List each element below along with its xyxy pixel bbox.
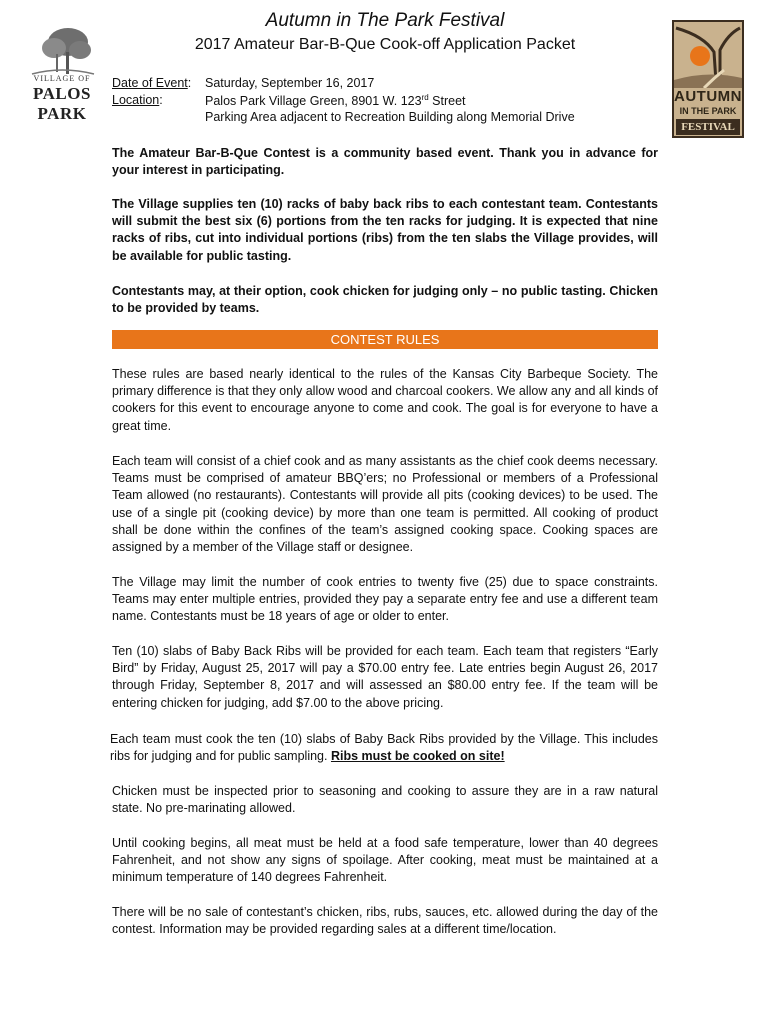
document-title: Autumn in The Park Festival: [265, 10, 505, 31]
village-of-text: VILLAGE OF: [33, 74, 91, 83]
date-value: Saturday, September 16, 2017: [205, 76, 375, 90]
rule-paragraph-8: There will be no sale of contestant’s chicken, ribs, rubs, sauces, etc. allowed during the day of the contest. Information may be provided regarding sales at a different time/location.: [112, 905, 658, 937]
document-subtitle: 2017 Amateur Bar-B-Que Cook-off Application Packet: [194, 36, 576, 53]
location-value: Palos Park Village Green, 8901 W. 123rd Street: [205, 93, 466, 109]
rule-paragraph-3: The Village may limit the number of cook entries to twenty five (25) due to space constraints. Teams may enter multiple entries, provided they pay a separate entry fee and use a different team name. Contestants must be 18 years of age or older to enter.: [112, 575, 658, 624]
festival-logo: [672, 20, 744, 138]
rule-paragraph-2: Each team will consist of a chief cook and as many assistants as the chief cook deems necessary. Teams must be comprised of amateur BBQ’ers; no Professional or members of a Professional Team allowed (no restaurants). Contestants will provide all pits (cooking devices) to be used. The use of a single pit (cooking device) by more than one team is permitted. All cooking of product shall be done within the confines of the team’s assigned cooking space. Cooking spaces are assigned by a member of the Village staff or designee.: [112, 454, 658, 555]
village-name-text: PALOS PARK: [33, 84, 91, 123]
festival-logo-word-festival: FESTIVAL: [676, 119, 740, 135]
rule-paragraph-6: Chicken must be inspected prior to seasoning and cooking to assure they are in a raw natural state. No pre-marinating allowed.: [112, 784, 658, 816]
intro-paragraph-1: The Amateur Bar-B-Que Contest is a community based event. Thank you in advance for your interest in participating.: [112, 146, 658, 178]
location-label: Location:: [112, 93, 163, 107]
festival-sun-tree-icon: [674, 22, 742, 88]
festival-logo-word-autumn: AUTUMN: [674, 88, 742, 105]
intro-paragraph-3: Contestants may, at their option, cook chicken for judging only – no public tasting. Chicken to be provided by teams.: [112, 284, 658, 316]
festival-logo-word-in-the-park: IN THE PARK: [679, 106, 737, 116]
intro-paragraph-2: The Village supplies ten (10) racks of baby back ribs to each contestant team. Contestants will submit the best six (6) portions from the ten racks for judging. It is expected that nine racks of ribs, cut into individual portions (ribs) from the ten slabs the Village provides, will be available for public tasting.: [112, 197, 658, 263]
ribs-on-site-emphasis: Ribs must be cooked on site!: [330, 749, 505, 764]
contest-rules-heading: CONTEST RULES: [112, 330, 658, 349]
date-label: Date of Event:: [112, 76, 192, 90]
location-line2: Parking Area adjacent to Recreation Building along Memorial Drive: [205, 110, 575, 124]
rule-paragraph-1: These rules are based nearly identical to the rules of the Kansas City Barbeque Society. The primary difference is that they only allow wood and charcoal cookers. We allow any and all kinds of cookers for this event to encourage anyone to come and cook. The goal is for everyone to have a great time.: [112, 367, 658, 433]
rule-paragraph-7: Until cooking begins, all meat must be held at a food safe temperature, lower than 40 degrees Fahrenheit, and not show any signs of spoilage. After cooking, meat must be maintained at a minimum temperature of 140 degrees Fahrenheit.: [112, 836, 658, 885]
rule-paragraph-5: Each team must cook the ten (10) slabs of Baby Back Ribs provided by the Village. This includes ribs for judging and for public sampling. Ribs must be cooked on site!: [110, 732, 658, 764]
rule-paragraph-4: Ten (10) slabs of Baby Back Ribs will be provided for each team. Each team that registers “Early Bird” by Friday, August 25, 2017 will pay a $70.00 entry fee. Late entries begin August 26, 2017 through Friday, September 8, 2017 and will assessed an $80.00 entry fee. If the team will be entering chicken for judging, add $7.00 to the above pricing.: [112, 644, 658, 710]
